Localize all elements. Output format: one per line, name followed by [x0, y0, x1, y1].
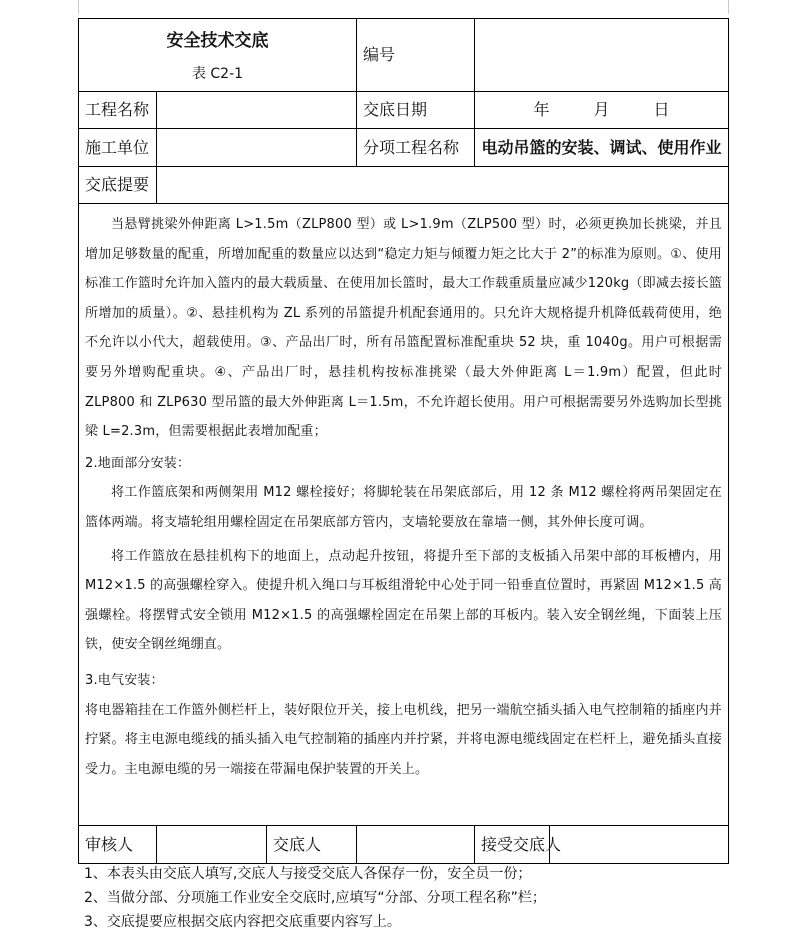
construction-unit-label: 施工单位: [79, 129, 157, 167]
section-heading-ground-install: 2.地面部分安装：: [85, 455, 191, 471]
project-name-label: 工程名称: [79, 92, 157, 129]
summary-label: 交底提要: [79, 167, 157, 204]
number-field[interactable]: [475, 19, 729, 92]
summary-row: [79, 167, 729, 204]
note-2: 2、当做分部、分项施工作业安全交底时,应填写“分部、分项工程名称”栏；: [84, 890, 546, 906]
reviewer-field[interactable]: [157, 826, 267, 864]
date-day: 日: [653, 100, 670, 120]
date-month: 月: [593, 100, 610, 120]
subitem-name-value[interactable]: 电动吊篮的安装、调试、使用作业: [475, 129, 729, 167]
subitem-name-label: 分项工程名称: [357, 129, 475, 167]
date-field[interactable]: [475, 92, 729, 129]
title-cell: [79, 19, 357, 92]
number-label: 编号: [357, 19, 475, 92]
note-1: 1、本表头由交底人填写,交底人与接受交底人各保存一份，安全员一份；: [84, 866, 532, 882]
crop-mark-top-left: [78, 0, 79, 14]
date-year: 年: [533, 100, 550, 120]
discloser-field[interactable]: [357, 826, 475, 864]
crop-mark-top-right: [728, 0, 729, 14]
summary-field[interactable]: [157, 167, 729, 204]
header-row: [79, 19, 729, 92]
safety-disclosure-form: [78, 18, 729, 864]
content-paragraph-4: 将电器箱挂在工作篮外侧栏杆上，装好限位开关，接上电机线，把另一端航空插头插入电气控制箱的插座内并拧紧。将主电源电缆线的插头插入电气控制箱的插座内并拧紧，并将电源电缆线固定在栏杆上，避免插头直接受力。主电源电缆的另一端接在带漏电保护装置的开关上。: [85, 702, 723, 777]
project-row: [79, 92, 729, 129]
content-paragraph-1: 当悬臂挑梁外伸距离 L>1.5m（ZLP800 型）或 L>1.9m（ZLP500 型）时，必须更换加长挑梁，并且增加足够数量的配重，所增加配重的数量应以达到“稳定力矩与倾覆力矩之比大于 2”的标准为原则。①、使用标准工作篮时允许加入篮内的最大载质量、在使用加长篮时，最大工作载重质量应减少120kg（即减去接长篮所增加的质量）。②、悬挂机构为 ZL 系列的吊篮提升机配套通用的。只允许大规格提升机降低载荷使用，绝不允许以小代大，超载使用。③、产品出厂时，所有吊篮配置标准配重块 52 块，重 1040g。用户可根据需要另外增购配重块。④、产品出厂时，悬挂机构按标准挑梁（最大外伸距离 L＝1.9m）配置，但此时 ZLP800 和 ZLP630 型吊篮的最大外伸距离 L＝1.5m，不允许超长使用。用户可根据需要另外选购加长型挑梁 L=2.3m，但需要根据此表增加配重；: [85, 217, 723, 440]
form-notes: [84, 862, 784, 934]
page-title: 安全技术交底: [166, 31, 269, 52]
disclosure-content: [79, 204, 729, 826]
note-3: 3、交底提要应根据交底内容把交底重要内容写上。: [84, 914, 401, 930]
content-row: [79, 204, 729, 826]
form-number: 表 C2-1: [191, 65, 244, 82]
receiver-field[interactable]: [550, 826, 729, 864]
construction-unit-field[interactable]: [157, 129, 357, 167]
content-paragraph-2: 将工作篮底架和两侧架用 M12 螺栓接好；将脚轮装在吊架底部后，用 12 条 M12 螺栓将两吊架固定在篮体两端。将支墙轮组用螺栓固定在吊架底部方管内，支墙轮要放在靠墙一侧，其外伸长度可调。: [85, 485, 723, 530]
content-paragraph-3: 将工作篮放在悬挂机构下的地面上，点动起升按钮，将提升至下部的支板插入吊架中部的耳板槽内，用 M12×1.5 的高强螺栓穿入。使提升机入绳口与耳板组滑轮中心处于同一铅垂直位置时，再紧固 M12×1.5 高强螺栓。将摆臂式安全锁用 M12×1.5 的高强螺栓固定在吊架上部的耳板内。装入安全钢丝绳，下面装上压铁，使安全钢丝绳绷直。: [85, 548, 723, 653]
unit-row: [79, 129, 729, 167]
discloser-label: 交底人: [267, 826, 357, 864]
project-name-field[interactable]: [157, 92, 357, 129]
receiver-label: 接受交底人: [475, 826, 550, 864]
signature-row: [79, 826, 729, 864]
section-heading-electrical-install: 3.电气安装：: [85, 672, 164, 688]
reviewer-label: 审核人: [79, 826, 157, 864]
date-label: 交底日期: [357, 92, 475, 129]
